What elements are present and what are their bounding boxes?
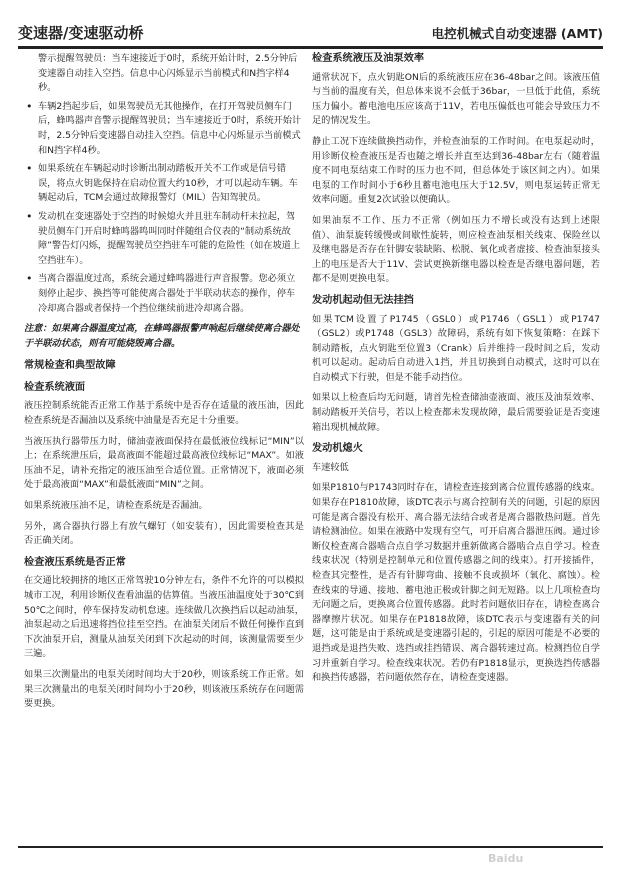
warning-note: 注意：如果离合器温度过高，在蜂鸣器报警声响起后继续使离合器处于半联动状态，则有可能烧毁离合器。	[24, 323, 300, 349]
paragraph: 如果三次测量出的电泵关闭时间均大于20秒，则该系统工作正常。如果三次测量出的电泵关闭时间均小于20秒，则该液压系统存在问题需要更换。	[24, 668, 304, 710]
left-column	[24, 52, 304, 718]
bullet-item: • 当离合器温度过高，系统会通过蜂鸣器进行声音报警。您必须立刻停止起步、换挡等可能使离合器处于半联动状态的操作，停车冷却离合器或者保持一个挡位继续前进冷却离合器。	[36, 272, 304, 316]
bullet-item: 警示提醒驾驶员：当车速接近于0时，系统开始计时，2.5分钟后变速器自动挂入空挡。信息中心闪烁显示当前模式和N挡字样4秒。	[38, 53, 298, 94]
bullet-item: • 如果系统在车辆起动时诊断出制动踏板开关不工作或是信号错误，将点火钥匙保持在启动位置大约10秒，才可以起动车辆。车辆起动后，TCM会通过故障报警灯（MIL）告知驾驶员。	[36, 162, 304, 206]
paragraph: 如果系统液压油不足，请检查系统是否漏油。	[24, 500, 208, 512]
header-chapter-title: 电控机械式自动变速器 (AMT)	[431, 26, 603, 41]
subsection-title: 发动机熄火	[312, 443, 363, 455]
subsection-title: 检查系统液压及油泵效率	[312, 53, 425, 64]
paragraph: 如果以上检查后均无问题，请首先检查储油壶液面、液压及油泵效率、制动踏板开关信号，若以上检查都未发现故障，最后需要验证是否变速箱出现机械故障。	[312, 392, 600, 433]
watermark-logo: Baidu	[488, 852, 524, 865]
section-title: 常规检查和典型故障	[24, 360, 116, 372]
bullet-item: • 发动机在变速器处于空挡的时候熄火并且驻车制动杆未拉起，驾驶员侧车门开启时蜂鸣器鸣叫同时伴随组合仪表的“制动系统故障”警告灯闪烁，提醒驾驶员空挡驻车可能的危险性（如在坡道上空挡驻车）。	[36, 210, 304, 268]
paragraph: 如果油泵不工作、压力不正常（例如压力不增长或没有达到上述限值）、油泵旋转缓慢或间歇性旋转，则应检查油泵相关线束、保险丝以及继电器是否存在针脚安装缺陷、松脱、氧化或者虚接、检查油泵接头上的电压是否大于11V、尝试更换新继电器以检查是否继电器问题，若都不是则更换电泵。	[312, 214, 600, 285]
footer-rule	[18, 846, 603, 848]
paragraph: 液压控制系统能否正常工作基于系统中是否存在适量的液压油，因此检查系统是否漏油以及系统中油量是否充足十分重要。	[24, 400, 304, 427]
page-header	[18, 22, 603, 49]
subsection-title: 检查液压系统是否正常	[24, 556, 126, 568]
paragraph: 在交通比较拥挤的地区正常驾驶10分钟左右，条件不允许的可以模拟城市工况，利用诊断仪查看油温的估算值。当液压油温度处于30℃到50℃之间时，停车保持发动机怠速。连续做几次换挡后以起动油泵，油泵起动之后迅速将挡位挂至空挡。在油泵关闭后不做任何操作直到下次油泵开启，测量从油泵关闭到下次起动的时间，该测量需要至少三遍。	[24, 575, 304, 660]
subsection-subtitle: 车速较低	[312, 461, 349, 473]
bullet-item: • 车辆2挡起步后，如果驾驶员无其他操作，在打开驾驶员侧车门后，蜂鸣器声音警示提醒驾驶员；当车速接近于0时，系统开始计时，2.5分钟后变速器自动挂入空挡。信息中心闪烁显示当前模式和N挡字样4秒。	[36, 100, 304, 158]
bullet-list	[24, 52, 304, 316]
paragraph: 当液压执行器带压力时，储油壶液面保持在最低液位线标记“MIN”以上；在系统泄压后，最高液面不能超过最高液位线标记“MAX”。如液压油不足，请补充指定的液压油至合适位置。正常情况下，液面必须处于最高液面“MAX”和最低液面“MIN”之间。	[24, 435, 304, 491]
paragraph: 通常状况下，点火钥匙ON后的系统液压应在36-48bar之间。该液压值与当前的温度有关，但总体来说不会低于36bar，一旦低于此值，系统压力偏小。蓄电池电压应该高于11V，若电压偏低也可能会导致压力不足的情况发生。	[312, 71, 600, 127]
subsection-title: 发动机起动但无法挂挡	[312, 294, 414, 306]
header-section-title: 变速器/变速驱动桥	[18, 24, 144, 42]
paragraph: 如果TCM设置了P1745（GSL0）或P1746（GSL1）或P1747（GSL2）或P1748（GSL3）故障码，系统有如下恢复策略：在踩下制动踏板，点火钥匙至位置3（Crank）后并维持一段时间之后，发动机可以起动。起动后自动进入1挡，并且切换到自动模式，这时可以在自动模式下行驶，但是不能手动挡位。	[312, 313, 600, 383]
right-column	[312, 52, 600, 692]
subsection-title: 检查系统液面	[24, 381, 86, 393]
paragraph: 如果P1810与P1743同时存在，请检查连接到离合位置传感器的线束。如果存在P1810故障，该DTC表示与离合控制有关的问题，引起的原因可能是离合器没有松开、离合器无法结合或者是离合器散热问题。首先请检测油位。如果在液路中发现有空气，可开启离合器泄压阀。通过诊断仪检查离合器啮合点自学习数据并重新做离合器啮合点自学习。检查线束状况（特别是控制单元和位置传感器之间的线束）。打开接插件，检查其完整性，是否有针脚弯曲、接触不良或损坏（氧化、腐蚀）。检查线束的导通、接地、蓄电池正极或针脚之间无短路。以上几项检查均无问题之后，更换离合位置传感器。此时若问题依旧存在，请检查离合器摩擦片状况。如果存在P1818故障，该DTC表示与变速器有关的问题，这可能是由于系统或是变速器引起的，引起的原因可能是不必要的退挡或是退挡失败、选挡或挂挡错误、离合器转速过高。检测挡位自学习并重新自学习。检查线束状况。若仍有P1818显示，更换选挡传感器和换挡传感器，若问题依然存在，请检查变速器。	[312, 482, 600, 684]
paragraph: 静止工况下连续做换挡动作，并检查油泵的工作时间。在电泵起动时，用诊断仪检查液压是否也随之增长并直至达到36-48bar左右（随着温度不同电泵结束工作时的压力也不同，但总体处于该区间之内）。如果电泵的工作时间小于6秒且蓄电池电压大于12.5V，则电泵运转正常无效率问题。重复2次试验以便确认。	[312, 135, 600, 206]
paragraph: 另外，离合器执行器上有放气螺钉（如安装有），因此需要检查其是否正确关闭。	[24, 520, 304, 547]
